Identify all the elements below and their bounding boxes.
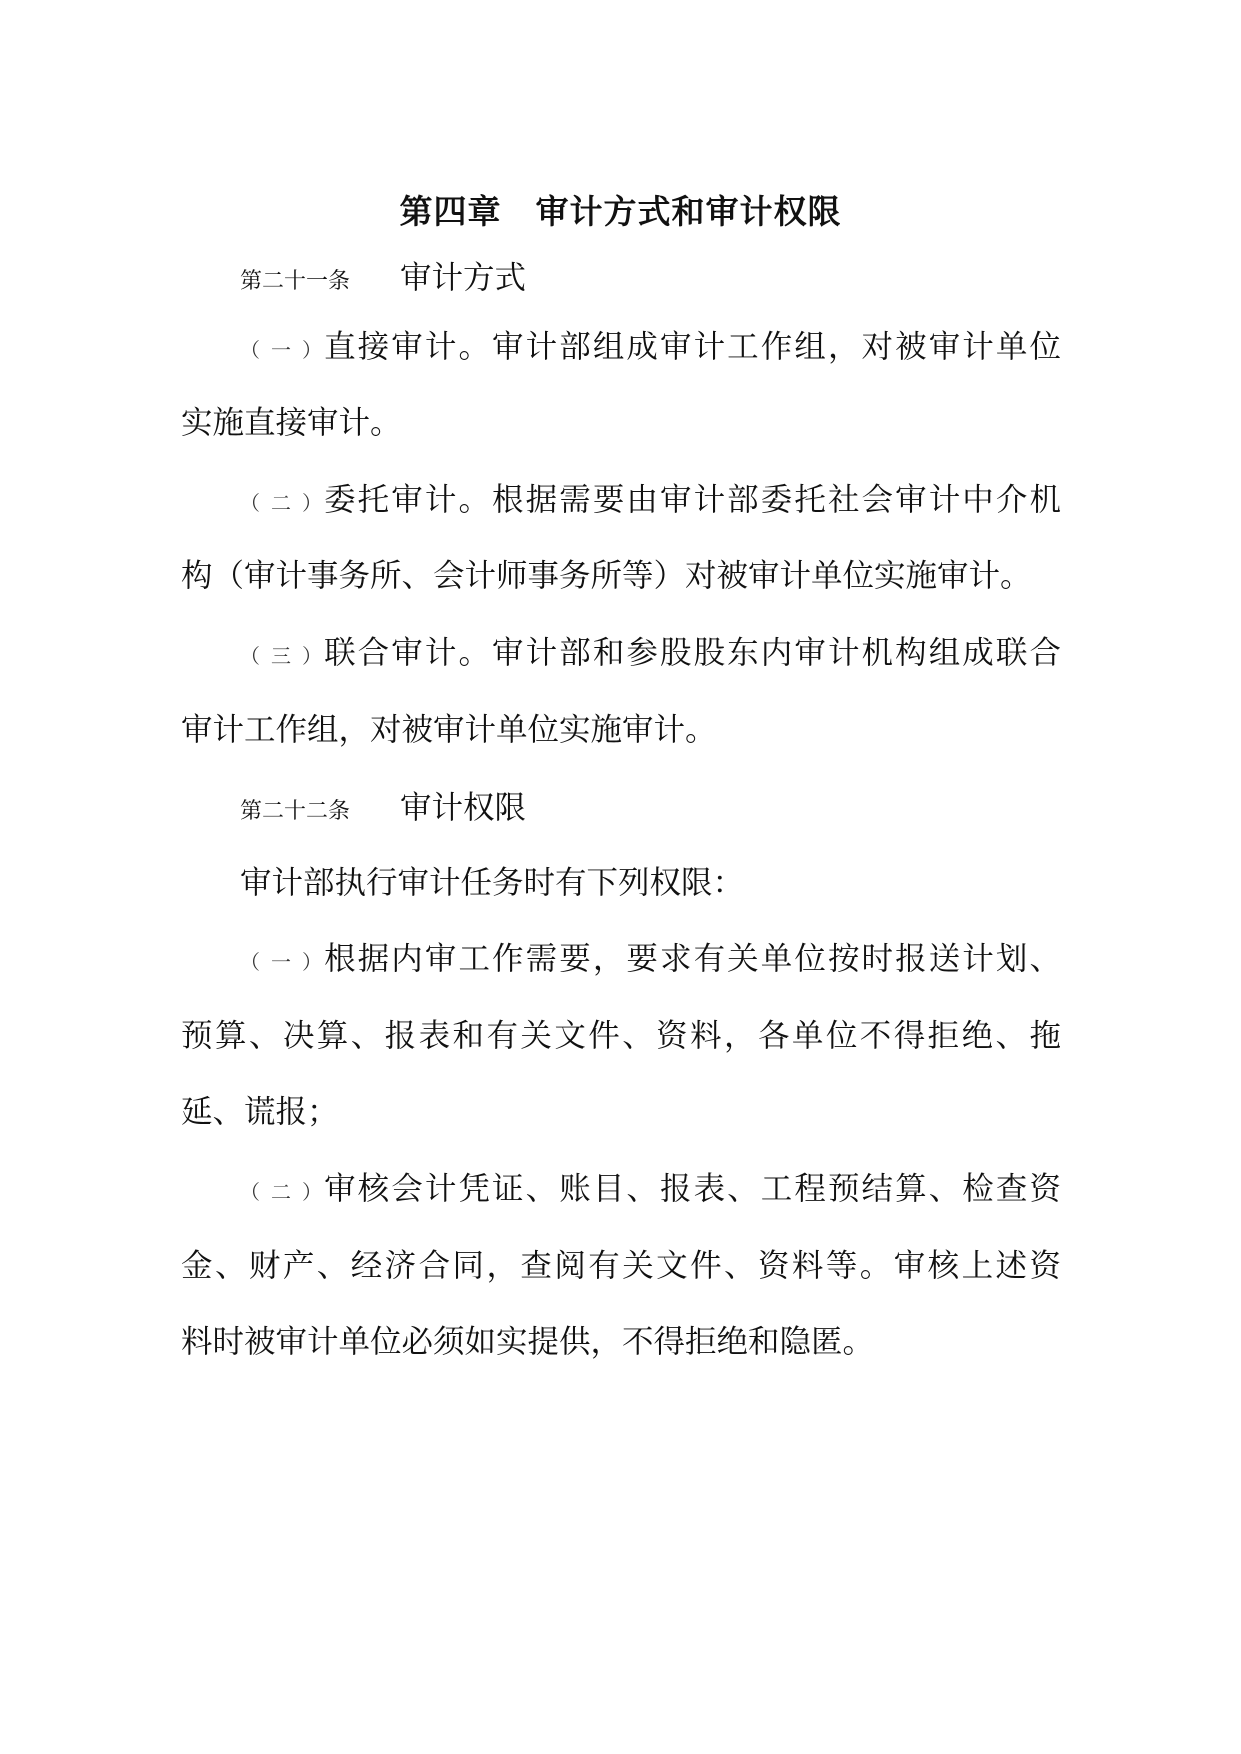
article-22-item-2-text-1: 审核会计凭证、账目、报表、工程预结算、检查资 [322, 1171, 1061, 1207]
article-22-item-2-line-1 [240, 1165, 1061, 1216]
article-21-item-2-text-1: 委托审计。根据需要由审计部委托社会审计中介机 [322, 482, 1061, 518]
article-21-item-2-number: （二） [240, 491, 322, 515]
article-22-item-1-line-3: 延、谎报； [181, 1094, 339, 1130]
article-21-number: 第二十一条 [240, 269, 351, 294]
article-22-item-1-text-1: 根据内审工作需要，要求有关单位按时报送计划、 [322, 941, 1061, 977]
article-22-heading-line [240, 784, 1061, 836]
article-22-number: 第二十二条 [240, 799, 351, 824]
article-21-item-3-number: （三） [240, 644, 322, 668]
article-21-item-3-line-1 [240, 629, 1061, 680]
chapter-title: 第四章 审计方式和审计权限 [399, 192, 842, 231]
article-21-item-3-text-1: 联合审计。审计部和参股股东内审计机构组成联合 [322, 635, 1061, 671]
article-21-item-1-line-1 [240, 323, 1061, 374]
article-21-item-1-text-1: 直接审计。审计部组成审计工作组，对被审计单位 [322, 329, 1061, 365]
article-22-item-2-number: （二） [240, 1180, 322, 1204]
article-22-item-2-line-2: 金、财产、经济合同，查阅有关文件、资料等。审核上述资 [181, 1248, 1061, 1284]
article-21-item-2-line-2: 构（审计事务所、会计师事务所等）对被审计单位实施审计。 [181, 558, 1032, 594]
article-22-item-1-number: （一） [240, 950, 322, 974]
article-22-heading: 审计权限 [400, 790, 527, 826]
article-21-item-3-line-2: 审计工作组，对被审计单位实施审计。 [181, 712, 717, 748]
article-22-item-1-line-1 [240, 935, 1061, 986]
article-21-heading: 审计方式 [400, 260, 527, 296]
article-22-item-1-line-2: 预算、决算、报表和有关文件、资料，各单位不得拒绝、拖 [181, 1018, 1061, 1054]
article-21-item-1-number: （一） [240, 338, 322, 362]
article-22-intro: 审计部执行审计任务时有下列权限： [240, 865, 745, 901]
article-21-item-2-line-1 [240, 476, 1061, 527]
article-21-heading-line [240, 254, 1061, 306]
article-22-item-2-line-3: 料时被审计单位必须如实提供，不得拒绝和隐匿。 [181, 1324, 875, 1360]
article-21-item-1-line-2: 实施直接审计。 [181, 405, 402, 441]
